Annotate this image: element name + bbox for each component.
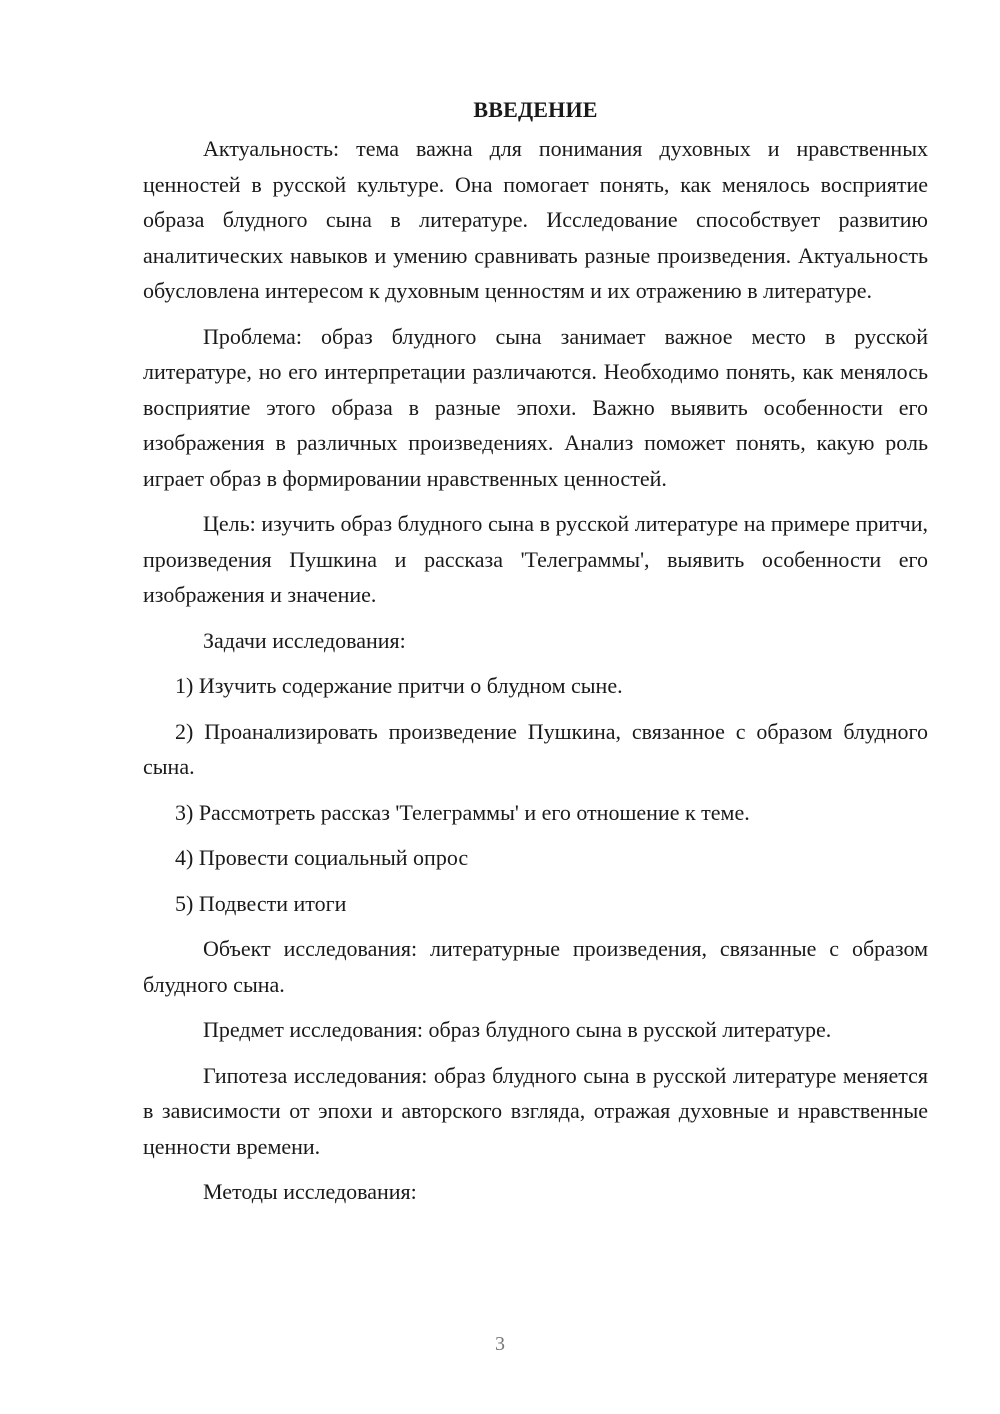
document-page (143, 92, 928, 1220)
section-title: ВВЕДЕНИЕ (473, 97, 598, 122)
task-item-2: 2) Проанализировать произведение Пушкина, связанное с образом блудного сына. (143, 718, 928, 779)
task-item-4: 4) Провести социальный опрос (175, 845, 469, 870)
paragraph-methods: Методы исследования: (203, 1179, 417, 1204)
paragraph-problem: Проблема: образ блудного сына занимает важное место в русской литературе, но его интерпретации различаются. Необходимо понять, как менялось восприятие этого образа в разные эпохи. Важно выявить особенности его изображения в различных произведениях. Анализ поможет понять, какую роль играет образ в формировании нравственных ценностей. (143, 323, 928, 491)
paragraph-hypothesis: Гипотеза исследования: образ блудного сына в русской литературе меняется в зависимости от эпохи и авторского взгляда, отражая духовные и нравственные ценности времени. (143, 1062, 928, 1159)
tasks-heading: Задачи исследования: (203, 627, 406, 653)
task-item-1: 1) Изучить содержание притчи о блудном сыне. (175, 673, 623, 698)
task-item-3: 3) Рассмотреть рассказ 'Телеграммы' и его отношение к теме. (175, 799, 750, 825)
paragraph-goal: Цель: изучить образ блудного сына в русской литературе на примере притчи, произведения Пушкина и рассказа 'Телеграммы', выявить особенности его изображения и значение. (143, 511, 928, 607)
paragraph-object: Объект исследования: литературные произведения, связанные с образом блудного сына. (143, 936, 928, 997)
task-item-5: 5) Подвести итоги (175, 890, 347, 916)
paragraph-relevance: Актуальность: тема важна для понимания духовных и нравственных ценностей в русской культуре. Она помогает понять, как менялось восприятие образа блудного сына в литературе. Исследование способствует развитию аналитических навыков и умению сравнивать разные произведения. Актуальность обусловлена интересом к духовным ценностям и их отражению в литературе. (143, 136, 928, 303)
paragraph-subject: Предмет исследования: образ блудного сына в русской литературе. (203, 1017, 832, 1042)
page-number: 3 (495, 1333, 505, 1355)
